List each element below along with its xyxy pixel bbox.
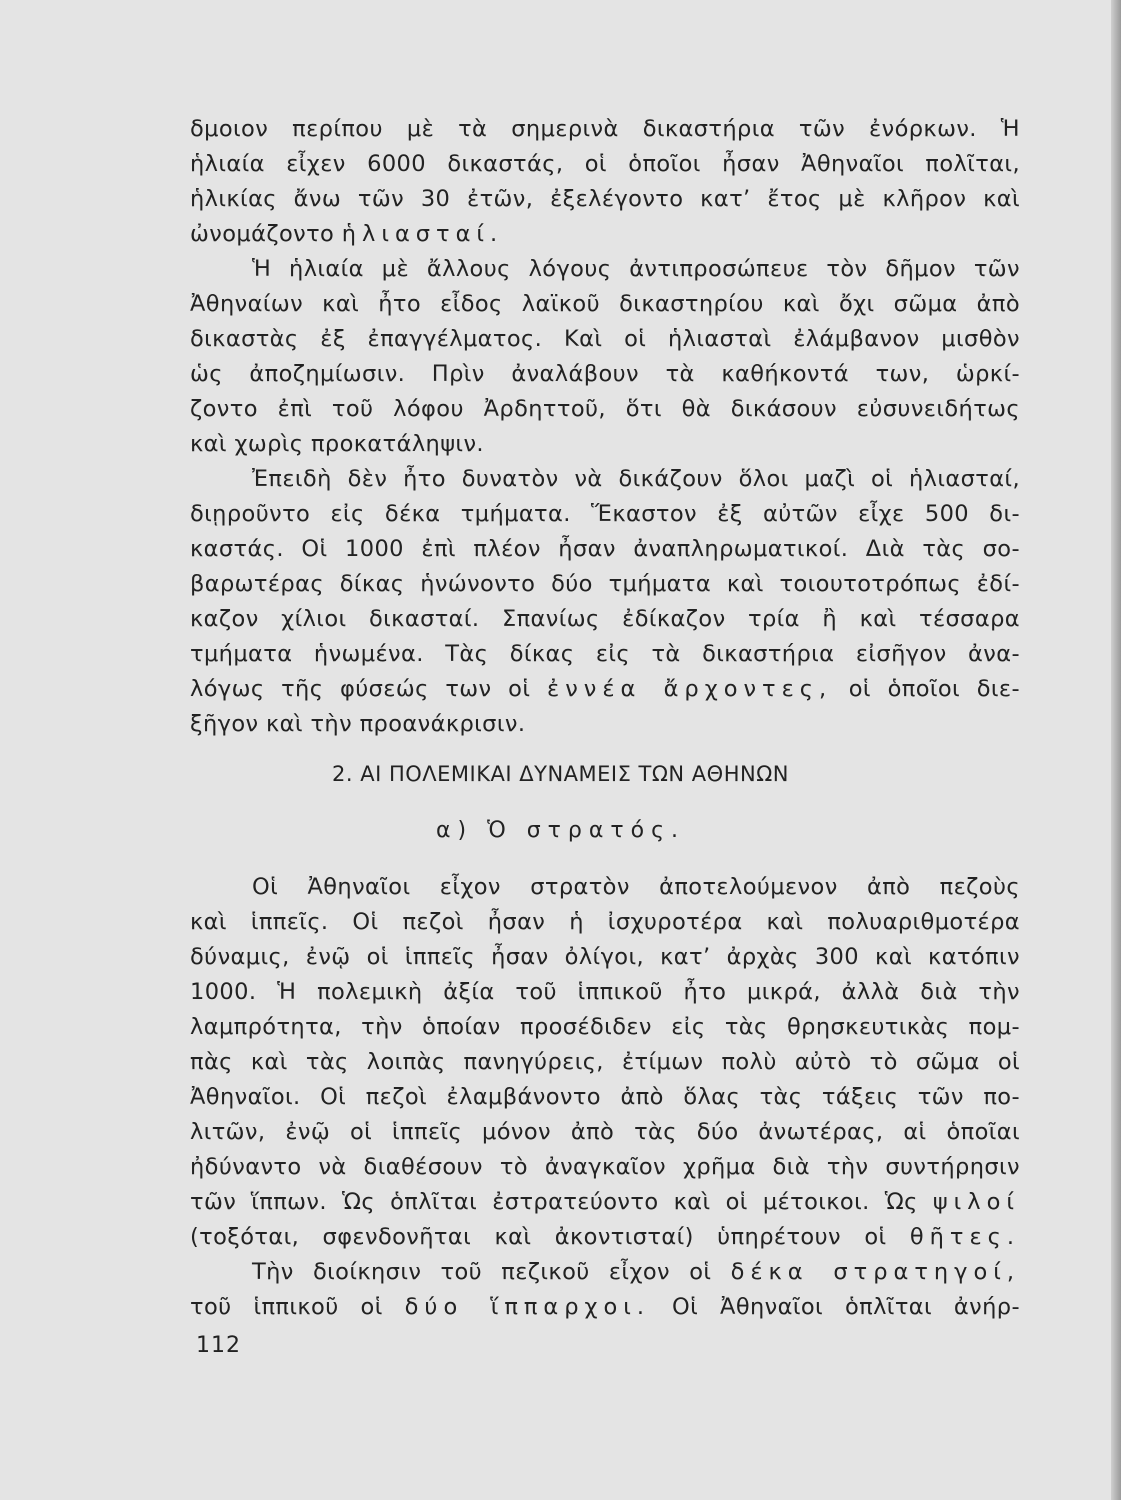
text-fragment: ὠνομάζοντο (190, 221, 342, 247)
text-line: καζον χίλιοι δικασταί. Σπανίως ἐδίκαζον τρία ἢ καὶ τέσσαρα (190, 606, 1020, 632)
emphasis-text: ψιλοί (932, 1189, 1020, 1215)
text-line: καὶ χωρὶς προκατάληψιν. (190, 431, 484, 457)
text-line: Ἐπειδὴ δὲν ἦτο δυνατὸν νὰ δικάζουν ὅλοι μαζὶ οἱ ἡλιασταί, (252, 466, 1020, 492)
text-line: 1000. Ἡ πολεμικὴ ἀξία τοῦ ἱππικοῦ ἦτο μικρά, ἀλλὰ διὰ τὴν (190, 979, 1020, 1005)
page-edge-shadow (1111, 0, 1121, 1500)
page-number: 112 (196, 1333, 241, 1358)
paragraph-block-heliaia (190, 112, 1020, 742)
text-line (190, 672, 1020, 707)
text-line: βαρωτέρας δίκας ἡνώνοντο δύο τμήματα καὶ τοιουτοτρόπως ἐδί- (190, 571, 1020, 597)
text-line: Οἱ Ἀθηναῖοι εἶχον στρατὸν ἀποτελούμενον ἀπὸ πεζοὺς (252, 874, 1020, 900)
text-line: δμοιον περίπου μὲ τὰ σημερινὰ δικαστήρια τῶν ἐνόρκων. Ἡ (190, 116, 1020, 142)
text-line (190, 1185, 1020, 1220)
text-line: Ἀθηναίων καὶ ἦτο εἶδος λαϊκοῦ δικαστηρίου καὶ ὄχι σῶμα ἀπὸ (190, 291, 1020, 317)
text-fragment: λόγως τῆς φύσεώς των οἱ (190, 676, 548, 702)
emphasis-text: θῆτες. (909, 1224, 1020, 1250)
text-line: τμήματα ἡνωμένα. Τὰς δίκας εἰς τὰ δικαστήρια εἰσῆγον ἀνα- (190, 641, 1020, 667)
text-line (190, 1290, 1020, 1325)
emphasis-text: ἐννέα ἄρχοντες, (547, 676, 833, 702)
text-fragment: Οἱ Ἀθηναῖοι ὁπλῖται ἀνήρ- (650, 1294, 1020, 1320)
text-fragment: οἱ ὁποῖοι διε- (832, 676, 1020, 702)
text-line (190, 217, 1020, 252)
text-line: δύναμις, ἐνῷ οἱ ἱππεῖς ἦσαν ὀλίγοι, κατ’ ἀρχὰς 300 καὶ κατόπιν (190, 944, 1020, 970)
text-line: ξῆγον καὶ τὴν προανάκρισιν. (190, 711, 526, 737)
text-fragment: τῶν ἵππων. Ὡς ὁπλῖται ἐστρατεύοντο καὶ οἱ μέτοικοι. Ὡς (190, 1189, 933, 1215)
text-line: ζοντο ἐπὶ τοῦ λόφου Ἀρδηττοῦ, ὅτι θὰ δικάσουν εὐσυνειδήτως (190, 396, 1020, 422)
text-line: ἠδύναντο νὰ διαθέσουν τὸ ἀναγκαῖον χρῆμα διὰ τὴν συντήρησιν (190, 1154, 1020, 1180)
emphasis-text: ἡλιασταί. (341, 221, 504, 247)
paragraph-block-army (190, 870, 1020, 1325)
text-fragment: Τὴν διοίκησιν τοῦ πεζικοῦ εἶχον οἱ (252, 1259, 731, 1285)
text-line: λαμπρότητα, τὴν ὁποίαν προσέδιδεν εἰς τὰς θρησκευτικὰς πομ- (190, 1014, 1020, 1040)
text-line: δικαστὰς ἐξ ἐπαγγέλματος. Καὶ οἱ ἡλιασταὶ ἐλάμβανον μισθὸν (190, 326, 1020, 352)
section-heading: 2. ΑΙ ΠΟΛΕΜΙΚΑΙ ΔΥΝΑΜΕΙΣ ΤΩΝ ΑΘΗΝΩΝ (332, 762, 789, 786)
emphasis-text: δύο ἵππαρχοι. (404, 1294, 651, 1320)
text-line: ἡλικίας ἄνω τῶν 30 ἐτῶν, ἐξελέγοντο κατ’ ἔτος μὲ κλῆρον καὶ (190, 186, 1020, 212)
text-line (190, 1220, 1020, 1255)
text-line: Ἀθηναῖοι. Οἱ πεζοὶ ἐλαμβάνοντο ἀπὸ ὅλας τὰς τάξεις τῶν πο- (190, 1084, 1020, 1110)
text-fragment: τοῦ ἱππικοῦ οἱ (190, 1294, 405, 1320)
text-line: καὶ ἱππεῖς. Οἱ πεζοὶ ἦσαν ἡ ἰσχυροτέρα καὶ πολυαριθμοτέρα (190, 909, 1020, 935)
text-line: διῃροῦντο εἰς δέκα τμήματα. Ἕκαστον ἐξ αὐτῶν εἶχε 500 δι- (190, 501, 1020, 527)
emphasis-text: δέκα στρατηγοί, (730, 1259, 1020, 1285)
text-line: Ἡ ἡλιαία μὲ ἄλλους λόγους ἀντιπροσώπευε τὸν δῆμον τῶν (252, 256, 1020, 282)
text-line: ἡλιαία εἶχεν 6000 δικαστάς, οἱ ὁποῖοι ἦσαν Ἀθηναῖοι πολῖται, (190, 151, 1020, 177)
text-line: καστάς. Οἱ 1000 ἐπὶ πλέον ἦσαν ἀναπληρωματικοί. Διὰ τὰς σο- (190, 536, 1020, 562)
section-subheading: α) Ὁ στρατός. (436, 818, 685, 843)
text-line: πὰς καὶ τὰς λοιπὰς πανηγύρεις, ἐτίμων πολὺ αὐτὸ τὸ σῶμα οἱ (190, 1049, 1020, 1075)
text-fragment: (τοξόται, σφενδονῆται καὶ ἀκοντισταί) ὑπηρέτουν οἱ (190, 1224, 910, 1250)
text-line (190, 1255, 1020, 1290)
text-line: λιτῶν, ἐνῷ οἱ ἱππεῖς μόνον ἀπὸ τὰς δύο ἀνωτέρας, αἱ ὁποῖαι (190, 1119, 1020, 1145)
text-line: ὡς ἀποζημίωσιν. Πρὶν ἀναλάβουν τὰ καθήκοντά των, ὡρκί- (190, 361, 1020, 387)
